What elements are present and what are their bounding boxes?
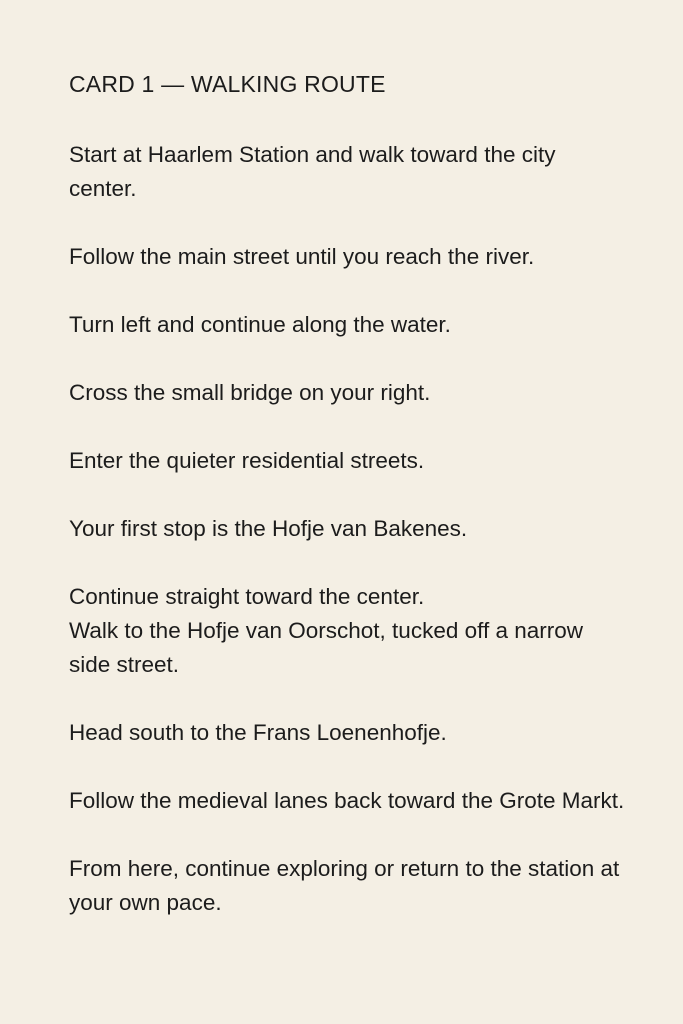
route-step: Continue straight toward the center. (69, 584, 425, 609)
route-step: Follow the medieval lanes back toward the Grote Markt. (69, 788, 625, 813)
route-step: Cross the small bridge on your right. (69, 380, 431, 405)
route-step: Head south to the Frans Loenenhofje. (69, 720, 447, 745)
route-step: Turn left and continue along the water. (69, 312, 451, 337)
route-card (69, 70, 629, 920)
route-step: Follow the main street until you reach the river. (69, 244, 535, 269)
route-step: Start at Haarlem Station and walk toward the city center. (69, 142, 556, 201)
card-title: CARD 1 — WALKING ROUTE (69, 71, 386, 97)
route-step: From here, continue exploring or return to the station at your own pace. (69, 856, 620, 915)
route-steps (69, 138, 629, 920)
route-step: Enter the quieter residential streets. (69, 448, 425, 473)
route-step: Walk to the Hofje van Oorschot, tucked off a narrow side street. (69, 618, 583, 677)
route-step: Your first stop is the Hofje van Bakenes. (69, 516, 468, 541)
